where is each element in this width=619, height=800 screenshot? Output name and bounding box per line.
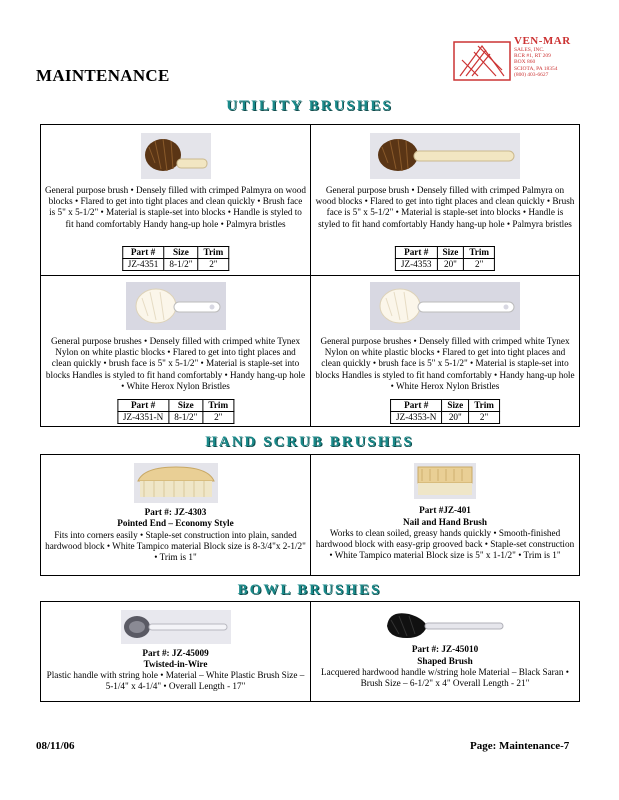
- product-card-jz-4303: [40, 454, 311, 576]
- company-address: [514, 36, 604, 78]
- product-description: General purpose brushes • Densely filled with crimped white Tynex Nylon on white plastic blocks • Flared to get into tight places and clean quickly • brush face is 5" x 5-1/2" • Material is staple-set into blocks Handles is styled to fit hand comfortably • Handy hang-up hole • White Herox Nylon Bristles: [315, 336, 575, 391]
- trim-value: 2": [469, 412, 500, 424]
- product-card-jz-4351-n: [40, 275, 311, 427]
- parts-table: [117, 399, 234, 424]
- product-description: Works to clean soiled, greasy hands quickly • Smooth-finished hardwood block with easy-grip grooved back • Staple-set construction • White Tampico material Block size is 5" x 1-1/2" • Trim is 1": [315, 528, 575, 561]
- utility-section-title: UTILITY BRUSHES: [226, 98, 393, 114]
- shaped-bowl-brush-image: [383, 608, 507, 642]
- product-card-jz-45010: [310, 601, 580, 702]
- col-part: Part #: [391, 400, 442, 412]
- parts-table: [122, 246, 230, 271]
- col-size: Size: [164, 247, 198, 259]
- product-name: Twisted-in-Wire: [143, 659, 208, 669]
- part-number: JZ-4351-N: [117, 412, 168, 424]
- scrub-brush-image: [134, 463, 218, 503]
- address-line: BOX 860: [514, 59, 536, 66]
- col-part: Part #: [122, 247, 164, 259]
- parts-table: [395, 246, 495, 271]
- trim-value: 2": [203, 412, 234, 424]
- part-number: JZ-4351: [122, 259, 164, 271]
- col-trim: Trim: [203, 400, 234, 412]
- product-name: Nail and Hand Brush: [403, 517, 487, 527]
- part-number-label: Part #JZ-401: [419, 505, 471, 515]
- parts-table: [390, 399, 500, 424]
- palmyra-brush-image: [141, 133, 211, 179]
- col-size: Size: [442, 400, 469, 412]
- product-card-jz-4353: [310, 124, 580, 276]
- part-number: JZ-4353: [395, 259, 437, 271]
- bowl-section-title: BOWL BRUSHES: [237, 582, 382, 598]
- product-name: Pointed End – Economy Style: [117, 518, 234, 528]
- nylon-brush-image: [126, 282, 226, 330]
- nylon-long-brush-image: [370, 282, 520, 330]
- address-line: RCR #1, RT 209: [514, 53, 551, 60]
- footer-page-number: Page: Maintenance-7: [470, 740, 570, 752]
- address-line: (800) 403-6627: [514, 71, 549, 78]
- part-number-label: Part #: JZ-45009: [142, 648, 209, 658]
- hand-scrub-section-title: HAND SCRUB BRUSHES: [205, 434, 414, 450]
- trim-value: 2": [198, 259, 229, 271]
- col-trim: Trim: [464, 247, 495, 259]
- address-line: SCIOTA, PA 18354: [514, 65, 558, 72]
- company-logo: [452, 40, 512, 82]
- col-size: Size: [437, 247, 464, 259]
- product-card-jz-4351: [40, 124, 311, 276]
- company-name: VEN-MAR: [514, 35, 571, 47]
- trim-value: 2": [464, 259, 495, 271]
- product-name: Shaped Brush: [417, 656, 473, 666]
- footer-date: 08/11/06: [36, 740, 75, 752]
- twisted-wire-bowl-brush-image: [121, 610, 231, 644]
- size-value: 8-1/2": [169, 412, 203, 424]
- size-value: 20": [437, 259, 464, 271]
- product-description: Fits into corners easily • Staple-set construction into plain, sanded hardwood block • White Tampico material Block size is 8-3/4"x 2-1/2" • Trim is 1": [45, 530, 306, 563]
- nail-brush-image: [414, 463, 476, 499]
- page-title: MAINTENANCE: [36, 66, 170, 85]
- size-value: 8-1/2": [164, 259, 198, 271]
- product-description: General purpose brush • Densely filled with crimped Palmyra on wood blocks • Flared to get into tight places and clean quickly • Brush face is 5" x 5-1/2" • Material is staple-set into blocks • Handle is styled to fit hand comfortably Handy hang-up hole • Palmyra bristles: [315, 185, 575, 229]
- address-line: SALES, INC.: [514, 47, 545, 53]
- part-number-label: Part #: JZ-4303: [144, 507, 207, 517]
- col-part: Part #: [117, 400, 168, 412]
- product-description: Plastic handle with string hole • Material – White Plastic Brush Size – 5-1/4" x 4-1/4" • Overall Length - 17": [46, 670, 305, 692]
- product-description: General purpose brushes • Densely filled with crimped white Tynex Nylon on white plastic blocks • Flared to get into tight places and clean quickly • brush face is 5" x 5-1/2" • Material is staple-set into blocks Handles is styled to fit hand comfortably • Handy hang-up hole • White Herox Nylon Bristles: [45, 336, 306, 391]
- part-number-label: Part #: JZ-45010: [411, 644, 479, 654]
- col-trim: Trim: [469, 400, 500, 412]
- col-size: Size: [169, 400, 203, 412]
- product-card-jz-4353-n: [310, 275, 580, 427]
- product-description: General purpose brush • Densely filled with crimped Palmyra on wood blocks • Flared to get into tight places and clean quickly • Brush face is 5" x 5-1/2" • Material is staple-set into blocks • Handle is styled to fit hand comfortably Handy hang-up hole • Palmyra bristles: [45, 185, 306, 229]
- part-number: JZ-4353-N: [391, 412, 442, 424]
- product-card-jz-45009: [40, 601, 311, 702]
- size-value: 20": [442, 412, 469, 424]
- col-trim: Trim: [198, 247, 229, 259]
- product-description: Lacquered hardwood handle w/string hole Material – Black Saran • Brush Size – 6-1/2" x 4" Overall Length - 21": [321, 667, 569, 689]
- palmyra-long-brush-image: [370, 133, 520, 179]
- product-card-jz-401: [310, 454, 580, 576]
- col-part: Part #: [395, 247, 437, 259]
